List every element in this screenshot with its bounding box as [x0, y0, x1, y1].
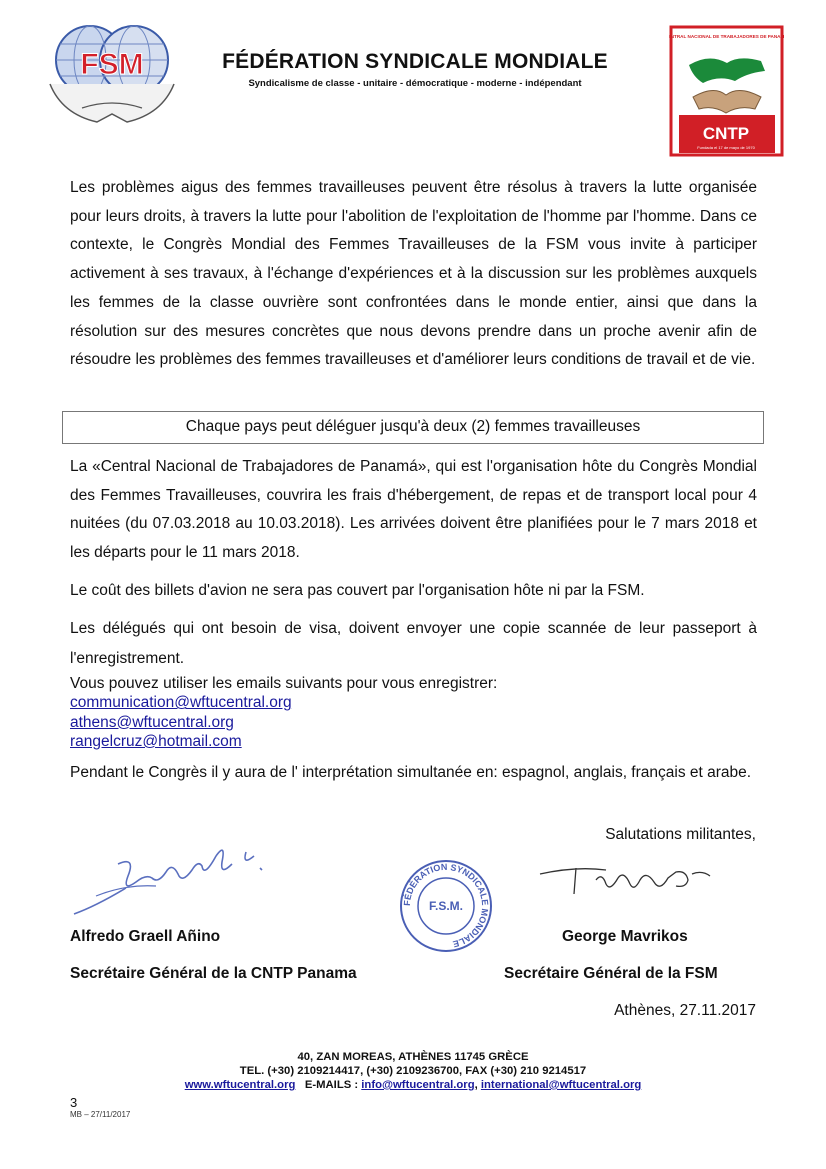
fsm-logo	[42, 22, 182, 130]
footer-phones: TEL. (+30) 2109214417, (+30) 2109236700, FAX (+30) 210 9214517	[239, 1065, 587, 1077]
footer-email-international-link[interactable]: international@wftucentral.org	[480, 1079, 642, 1091]
svg-text:F.S.M.: F.S.M.	[428, 899, 464, 913]
salutation: Salutations militantes,	[605, 826, 756, 843]
signature-graell	[66, 826, 266, 926]
footer-address: 40, ZAN MOREAS, ATHÈNES 11745 GRÈCE	[297, 1051, 529, 1063]
signatory-left-name: Alfredo Graell Añino	[70, 928, 221, 945]
svg-text:CENTRAL NACIONAL DE TRABAJADOR: CENTRAL NACIONAL DE TRABAJADORES DE PANAMÁ	[669, 34, 784, 39]
registration-intro: Vous pouvez utiliser les emails suivants pour vous enregistrer:	[70, 675, 498, 692]
fsm-stamp	[398, 858, 494, 954]
footer-website-link[interactable]: www.wftucentral.org	[184, 1079, 296, 1091]
interpretation-paragraph: Pendant le Congrès il y aura de l' interprétation simultanée en: espagnol, anglais, français et arabe.	[70, 764, 752, 781]
footer-separator: ,	[474, 1079, 478, 1091]
svg-text:FSM: FSM	[80, 48, 144, 81]
signatory-right-role: Secrétaire Général de la FSM	[504, 965, 718, 982]
visa-paragraph: Les délégués qui ont besoin de visa, doivent envoyer une copie scannée de leur passeport à l'enregistrement.	[70, 620, 757, 667]
svg-text:FÉDÉRATION SYNDICALE MONDIALE: FÉDÉRATION SYNDICALE MONDIALE	[401, 861, 491, 950]
footer-email-info-link[interactable]: info@wftucentral.org	[361, 1079, 475, 1091]
email-link-athens[interactable]: athens@wftucentral.org	[70, 713, 234, 731]
svg-text:CNTP: CNTP	[702, 124, 750, 143]
org-title: FÉDÉRATION SYNDICALE MONDIALE	[222, 50, 608, 73]
email-link-rangelcruz[interactable]: rangelcruz@hotmail.com	[70, 732, 242, 750]
letter-date: Athènes, 27.11.2017	[614, 1002, 756, 1019]
airfare-paragraph: Le coût des billets d'avion ne sera pas couvert par l'organisation hôte ni par la FSM.	[70, 582, 645, 599]
org-subtitle: Syndicalisme de classe - unitaire - démocratique - moderne - indépendant	[248, 78, 582, 89]
hosting-paragraph: La «Central Nacional de Trabajadores de Panamá», qui est l'organisation hôte du Congrès Mondial des Femmes Travailleuses, couvrira les frais d'hébergement, de repas et de transport local pour 4 nuitées (du 07.03.2018 au 10.03.2018). Les arrivées doivent être planifiées pour le 7 mars 2018 et les départs pour le 11 mars 2018.	[70, 458, 757, 562]
signatory-right-name: George Mavrikos	[562, 928, 688, 945]
footer-emails-label: E-MAILS :	[304, 1079, 359, 1091]
delegation-notice-box: Chaque pays peut déléguer jusqu'à deux (2) femmes travailleuses	[62, 411, 764, 444]
intro-paragraph: Les problèmes aigus des femmes travailleuses peuvent être résolus à travers la lutte organisée pour leurs droits, à travers la lutte pour l'abolition de l'exploitation de l'homme par l'homme. Dans ce contexte, le Congrès Mondial des Femmes Travailleuses de la FSM vous invite à participer activement à ses travaux, à l'échange d'expériences et à la discussion sur les problèmes auxquels les femmes de la classe ouvrière sont confrontées dans le monde entier, ainsi que dans la résolution sur des mesures concrètes que nous devons prendre dans un proche avenir afin de résoudre les problèmes des femmes travailleuses et d'améliorer leurs conditions de travail et de vie.	[70, 179, 757, 369]
cntp-logo	[669, 25, 784, 157]
signatory-left-role: Secrétaire Général de la CNTP Panama	[70, 965, 357, 982]
document-reference: MB – 27/11/2017	[70, 1110, 131, 1119]
page-number: 3	[70, 1095, 78, 1110]
email-link-communication[interactable]: communication@wftucentral.org	[70, 694, 292, 712]
svg-text:Fundada el 17 de mayo de 1970: Fundada el 17 de mayo de 1970	[697, 145, 755, 150]
signature-mavrikos	[536, 852, 716, 902]
registration-paragraph	[70, 674, 757, 751]
footer-contacts	[0, 1079, 826, 1091]
